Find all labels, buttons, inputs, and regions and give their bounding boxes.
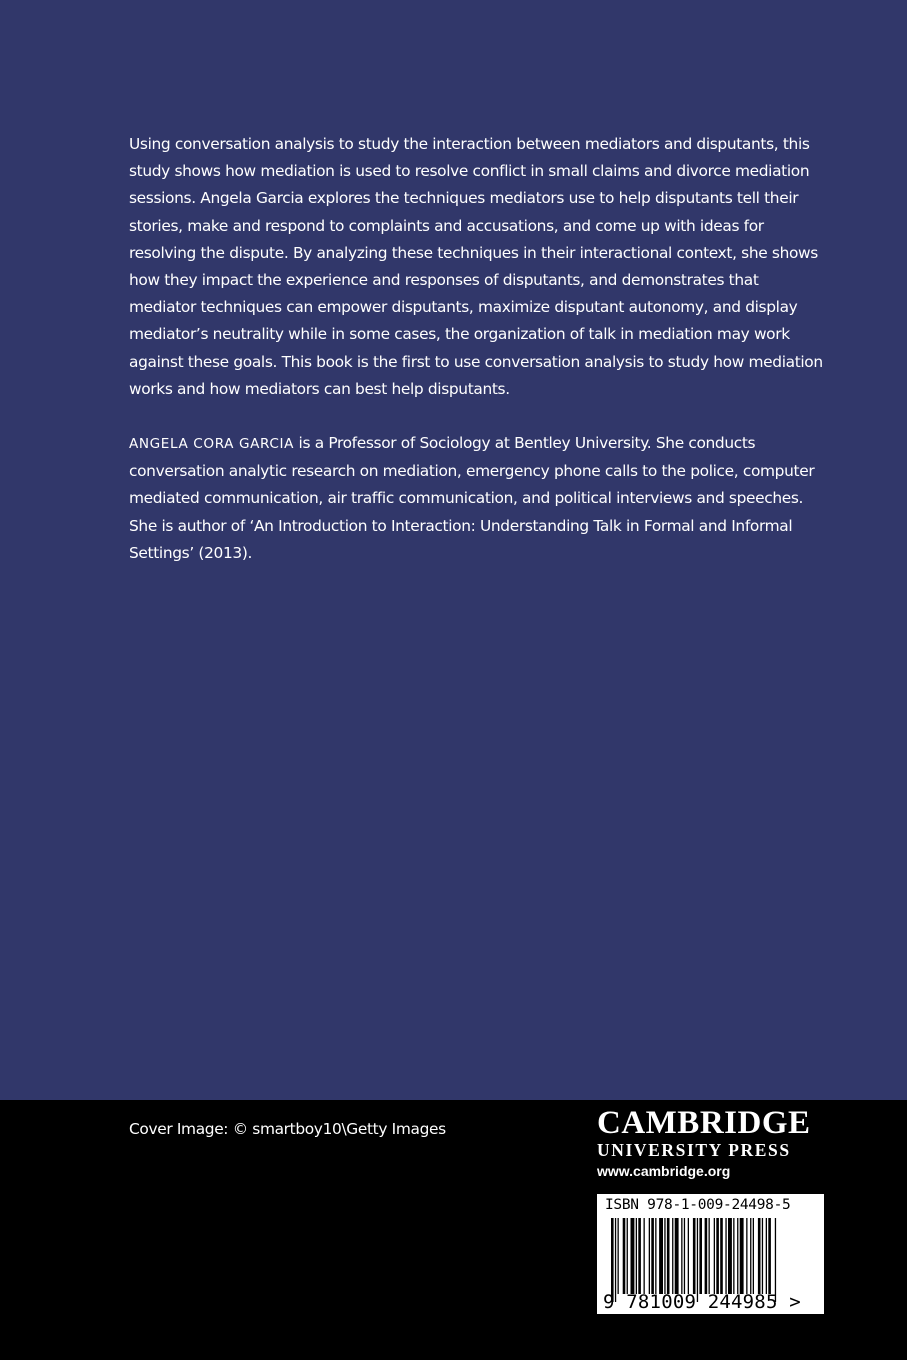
barcode-bar bbox=[775, 1218, 776, 1302]
publisher-logo bbox=[597, 1106, 825, 1182]
barcode-bar bbox=[716, 1218, 719, 1294]
barcode-bar bbox=[737, 1218, 738, 1294]
publisher-name: CAMBRIDGE bbox=[597, 1105, 811, 1141]
barcode-bar bbox=[664, 1218, 665, 1294]
barcode-bar bbox=[693, 1218, 696, 1294]
barcode-bar bbox=[618, 1218, 619, 1294]
barcode-bar bbox=[758, 1218, 761, 1294]
barcode-bar bbox=[750, 1218, 751, 1294]
barcode-bar bbox=[623, 1218, 626, 1294]
barcode-bar bbox=[699, 1218, 702, 1294]
barcode-bar bbox=[636, 1218, 637, 1294]
author-bio-text: is a Professor of Sociology at Bentley University. She conducts conversation analytic research on mediation, emergency phone calls to the police, computer mediated communication, air traffic communication, and political interviews and speeches. She is author of ‘An Introduction to Interaction: Understanding Talk in Formal and Informal Settings’ (2013). bbox=[129, 434, 815, 562]
barcode-bar bbox=[746, 1218, 747, 1294]
barcode-bar bbox=[766, 1218, 767, 1294]
barcode-bar bbox=[697, 1218, 698, 1302]
barcode-bar bbox=[627, 1218, 628, 1294]
barcode-bar bbox=[667, 1218, 670, 1294]
cover-image-credit: Cover Image: © smartboy10\Getty Images bbox=[129, 1120, 446, 1138]
author-name: ANGELA CORA GARCIA bbox=[129, 436, 295, 452]
barcode-digits: 9 781009 244985 > bbox=[603, 1291, 801, 1313]
barcode-bar bbox=[659, 1218, 663, 1294]
barcode-panel bbox=[597, 1194, 824, 1314]
barcode-bar bbox=[681, 1218, 682, 1294]
barcode-bar bbox=[768, 1218, 771, 1294]
barcode-bar bbox=[688, 1218, 689, 1294]
barcode-bar bbox=[644, 1218, 645, 1294]
barcode-bar bbox=[725, 1218, 726, 1294]
barcode-bar bbox=[705, 1218, 708, 1294]
footer-band bbox=[0, 1100, 907, 1360]
barcode-bar bbox=[709, 1218, 710, 1294]
barcode-bar bbox=[631, 1218, 635, 1294]
barcode-bar bbox=[675, 1218, 679, 1294]
barcode-bar bbox=[611, 1218, 614, 1302]
barcode-bar bbox=[762, 1218, 763, 1294]
barcode-bar bbox=[753, 1218, 754, 1294]
barcode-bar bbox=[714, 1218, 715, 1294]
barcode-bar bbox=[733, 1218, 734, 1294]
barcode-bar bbox=[649, 1218, 650, 1294]
barcode-bar bbox=[720, 1218, 723, 1294]
barcode-bar bbox=[672, 1218, 673, 1294]
barcode-bar bbox=[638, 1218, 641, 1294]
author-bio bbox=[129, 430, 829, 567]
book-description: Using conversation analysis to study the interaction between mediators and disputants, this study shows how mediation is used to resolve conflict in small claims and divorce mediation sessions. Angela Garcia explores the techniques mediators use to help disputants tell their stories, make and respond to complaints and accusations, and come up with ideas for resolving the dispute. By analyzing these techniques in their interactional context, she shows how they impact the experience and responses of disputants, and demonstrates that mediator techniques can empower disputants, maximize disputant autonomy, and display mediator’s neutrality while in some cases, the organization of talk in mediation may work against these goals. This book is the first to use conversation analysis to study how mediation works and how mediators can best help disputants. bbox=[129, 135, 823, 398]
barcode-bar bbox=[651, 1218, 654, 1294]
barcode-bar bbox=[740, 1218, 744, 1294]
isbn-label: ISBN 978-1-009-24498-5 bbox=[605, 1197, 791, 1213]
barcode-bar bbox=[728, 1218, 732, 1294]
barcode-bar bbox=[684, 1218, 685, 1294]
publisher-url: www.cambridge.org bbox=[597, 1163, 731, 1179]
barcode-bar bbox=[615, 1218, 616, 1302]
barcode-bar bbox=[655, 1218, 656, 1294]
publisher-subtitle: UNIVERSITY PRESS bbox=[597, 1140, 791, 1160]
